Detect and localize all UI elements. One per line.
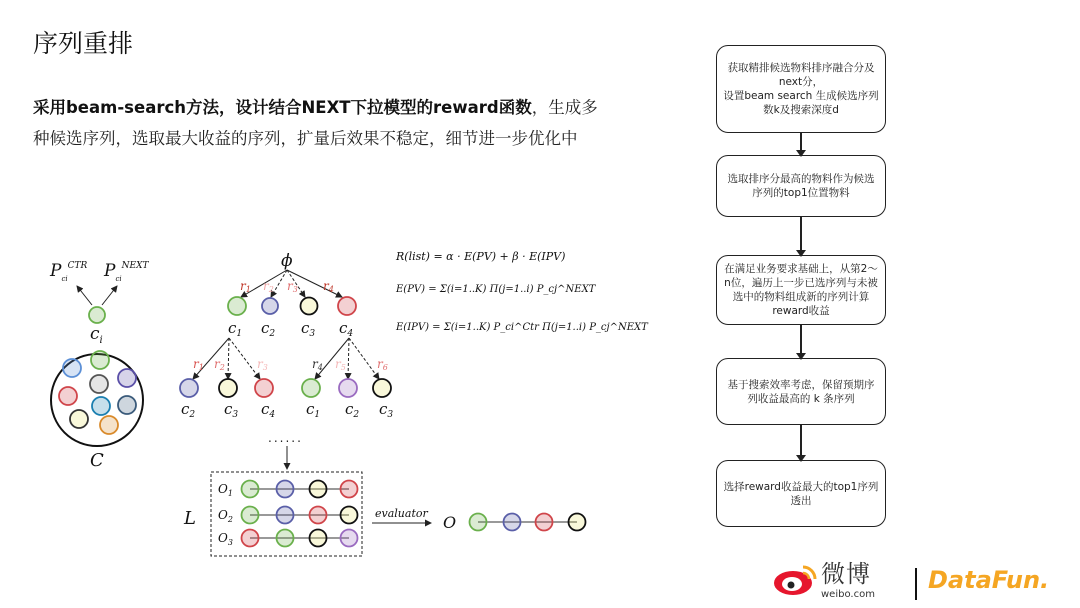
set-node bbox=[91, 351, 109, 369]
set-node bbox=[100, 416, 118, 434]
set-node bbox=[70, 410, 88, 428]
node-label: $c_3$ bbox=[224, 400, 239, 420]
flow-step-5: 选择reward收益最大的top1序列透出 bbox=[716, 460, 886, 527]
set-node bbox=[59, 387, 77, 405]
tree-node bbox=[228, 297, 246, 315]
tree-node bbox=[339, 379, 357, 397]
ellipsis: ...... bbox=[268, 431, 303, 445]
node-label: $c_3$ bbox=[301, 319, 316, 339]
set-node bbox=[118, 369, 136, 387]
tree-edge bbox=[315, 338, 349, 379]
set-c-label: C bbox=[90, 450, 104, 471]
tree-edge bbox=[228, 338, 229, 379]
output-label: O bbox=[443, 513, 457, 532]
tree-node bbox=[338, 297, 356, 315]
node-label: $c_2$ bbox=[261, 319, 276, 339]
edge-label: r1 bbox=[193, 357, 204, 372]
set-node bbox=[118, 396, 136, 414]
node-label: $c_1$ bbox=[228, 319, 243, 339]
tree-edge bbox=[229, 338, 260, 379]
datafun-logo: DataFun. bbox=[928, 566, 1050, 594]
edge-label: r5 bbox=[335, 357, 346, 372]
flow-arrow bbox=[800, 133, 802, 155]
set-node bbox=[92, 397, 110, 415]
weibo-logo bbox=[773, 561, 883, 605]
eipv-formula: E(IPV) = Σ(i=1..K) P_ci^Ctr Π(j=1..i) P_cj^NEXT bbox=[396, 322, 648, 333]
edge-label: r4 bbox=[312, 357, 323, 372]
node-label: $c_1$ bbox=[306, 400, 321, 420]
edge-label: r2 bbox=[263, 279, 274, 294]
list-set-label: L bbox=[184, 508, 196, 529]
candidate-node bbox=[89, 307, 105, 323]
set-node bbox=[90, 375, 108, 393]
p-ctr-label: $P_{ci}^{CTR}$ bbox=[50, 261, 88, 283]
tree-node bbox=[255, 379, 273, 397]
edge-label: r6 bbox=[377, 357, 388, 372]
epv-formula: E(PV) = Σ(i=1..K) Π(j=1..i) P_cj^NEXT bbox=[396, 284, 596, 295]
tree-edge bbox=[348, 338, 349, 379]
list-row-2 bbox=[242, 507, 358, 524]
edge-label: r2 bbox=[214, 357, 225, 372]
description-rest: ，生成多种候选序列，选取最大收益的序列，扩量后效果不稳定，细节进一步优化中 bbox=[33, 98, 598, 148]
row-label: $O_1$ bbox=[218, 482, 233, 498]
flow-arrow bbox=[800, 325, 802, 358]
description-bold: 采用beam-search方法，设计结合NEXT下拉模型的reward函数 bbox=[33, 98, 532, 117]
node-label: $c_4$ bbox=[339, 319, 354, 339]
node-label: $c_2$ bbox=[345, 400, 360, 420]
flow-step-2: 选取排序分最高的物料作为候选序列的top1位置物料 bbox=[716, 155, 886, 217]
tree-node bbox=[302, 379, 320, 397]
p-next-label: $P_{ci}^{NEXT}$ bbox=[104, 261, 149, 283]
node-label: $c_2$ bbox=[181, 400, 196, 420]
arrow-ctr bbox=[77, 286, 92, 305]
flow-step-4: 基于搜索效率考虑，保留预期序列收益最高的 k 条序列 bbox=[716, 358, 886, 425]
reward-formula: R(list) = α · E(PV) + β · E(IPV) bbox=[396, 250, 566, 263]
flow-arrow bbox=[800, 217, 802, 255]
row-label: $O_2$ bbox=[218, 508, 233, 524]
edge-label: r3 bbox=[287, 279, 298, 294]
tree-node bbox=[219, 379, 237, 397]
tree-node bbox=[373, 379, 391, 397]
tree-root-label: ϕ bbox=[281, 251, 293, 271]
row-label: $O_3$ bbox=[218, 531, 233, 547]
list-row-3 bbox=[242, 530, 358, 547]
set-node bbox=[63, 359, 81, 377]
node-label: $c_4$ bbox=[261, 400, 276, 420]
weibo-eye-icon bbox=[773, 561, 819, 597]
flow-step-1: 获取精排候选物料排序融合分及next分， 设置beam search 生成候选序列数k及搜索深度d bbox=[716, 45, 886, 133]
edge-label: r1 bbox=[240, 279, 251, 294]
flow-step-3: 在满足业务要求基础上，从第2～n位，遍历上一步已选序列与未被选中的物料组成新的序列计算reward收益 bbox=[716, 255, 886, 325]
edge-label: r4 bbox=[323, 279, 334, 294]
edge-label: r3 bbox=[257, 357, 268, 372]
tree-node bbox=[301, 298, 318, 315]
slide-title: 序列重排 bbox=[33, 29, 134, 58]
list-row-1 bbox=[242, 481, 358, 498]
arrow-next bbox=[102, 286, 117, 305]
ci-label: $c_i$ bbox=[90, 324, 103, 346]
tree-node bbox=[180, 379, 198, 397]
flow-arrow bbox=[800, 425, 802, 460]
tree-node bbox=[262, 298, 278, 314]
evaluator-label: evaluator bbox=[375, 507, 428, 520]
output-list bbox=[470, 514, 586, 531]
weibo-name: 微博 bbox=[821, 560, 871, 588]
node-label: $c_3$ bbox=[379, 400, 394, 420]
tree-edge bbox=[349, 338, 379, 379]
logo-divider bbox=[915, 568, 917, 600]
weibo-url: weibo.com bbox=[821, 589, 875, 600]
